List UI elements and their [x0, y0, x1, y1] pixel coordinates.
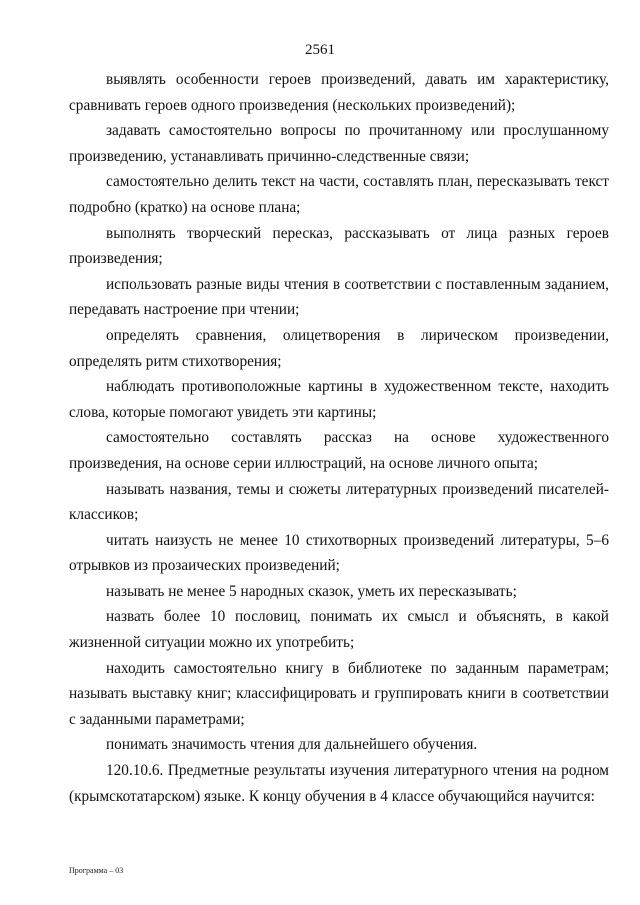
paragraph: самостоятельно делить текст на части, составлять план, пересказывать текст подробно (кратко) на основе плана;: [69, 173, 609, 216]
page-number: 2561: [305, 42, 335, 58]
paragraph: находить самостоятельно книгу в библиотеке по заданным параметрам; называть выставку книг; классифицировать и группировать книги в соответствии с заданными параметрами;: [69, 659, 609, 728]
paragraph: называть названия, темы и сюжеты литературных произведений писателей-классиков;: [69, 480, 609, 524]
footer-label: Программа – 03: [69, 866, 124, 875]
paragraph: наблюдать противоположные картины в художественном тексте, находить слова, которые помогают увидеть эти картины;: [69, 378, 609, 421]
paragraph: использовать разные виды чтения в соответствии с поставленным заданием, передавать настроение при чтении;: [69, 275, 609, 319]
paragraph: самостоятельно составлять рассказ на основе художественного произведения, на основе серии иллюстраций, на основе личного опыта;: [69, 429, 609, 472]
paragraph: выполнять творческий пересказ, рассказывать от лица разных героев произведения;: [69, 224, 609, 268]
paragraph: назвать более 10 пословиц, понимать их смысл и объяснять, в какой жизненной ситуации можно их употребить;: [69, 608, 609, 652]
paragraph: называть не менее 5 народных сказок, уметь их пересказывать;: [106, 582, 517, 600]
paragraph: читать наизусть не менее 10 стихотворных произведений литературы, 5–6 отрывков из прозаических произведений;: [69, 531, 609, 575]
paragraph: выявлять особенности героев произведений, давать им характеристику, сравнивать героев одного произведения (нескольких произведений);: [69, 71, 609, 114]
paragraph: определять сравнения, олицетворения в лирическом произведении, определять ритм стихотворения;: [69, 326, 609, 370]
paragraph: понимать значимость чтения для дальнейшего обучения.: [106, 736, 478, 754]
body-text: [69, 67, 609, 809]
section-paragraph: 120.10.6. Предметные результаты изучения литературного чтения на родном (крымскотатарском) языке. К концу обучения в 4 классе обучающийся научится:: [69, 762, 609, 805]
paragraph: задавать самостоятельно вопросы по прочитанному или прослушанному произведению, устанавливать причинно-следственные связи;: [69, 122, 609, 165]
